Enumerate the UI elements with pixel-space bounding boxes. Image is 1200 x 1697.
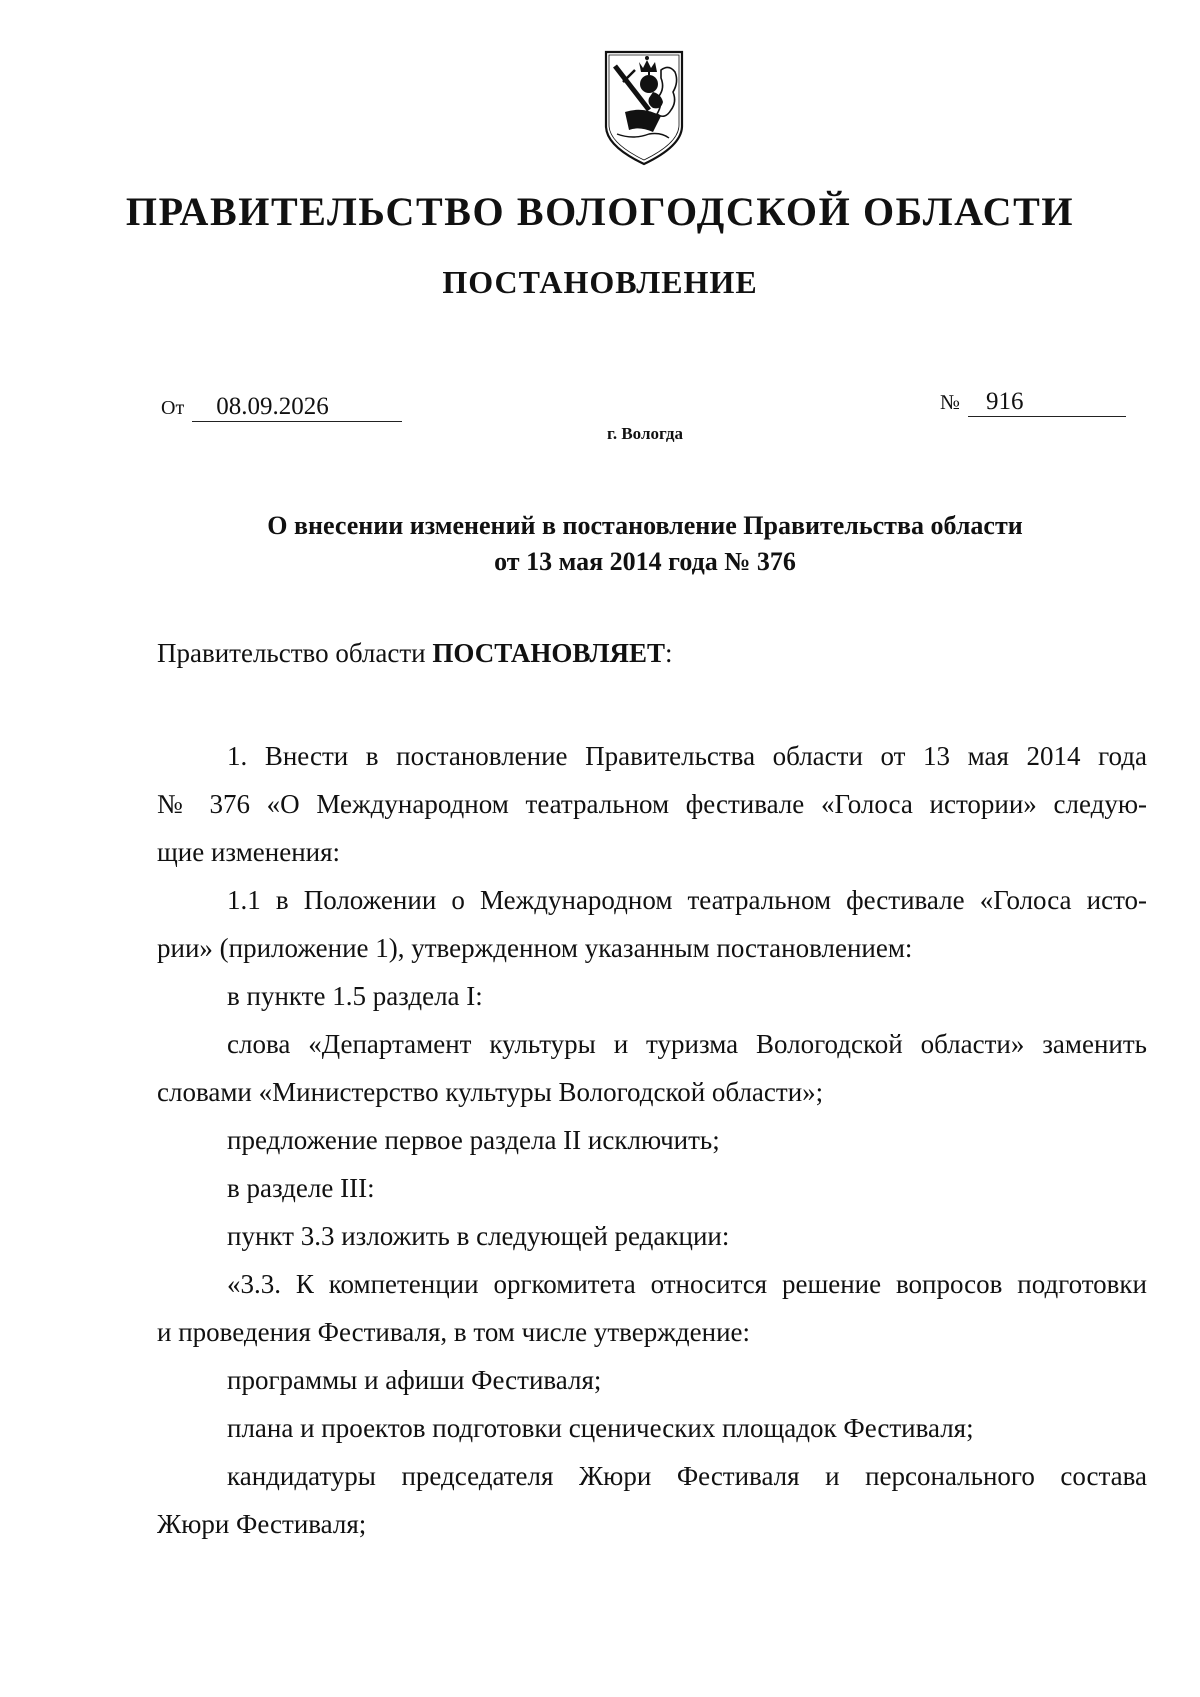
paragraph-line: щие изменения: bbox=[157, 837, 341, 867]
city: г. Вологда bbox=[607, 424, 683, 443]
paragraph-line: 1. Внести в постановление Правительства области от 13 мая 2014 года bbox=[227, 741, 1147, 771]
resolve-tail: : bbox=[664, 638, 673, 668]
document-body bbox=[157, 732, 1147, 1548]
paragraph-line: кандидатуры председателя Жюри Фестиваля и персонального состава bbox=[227, 1461, 1147, 1491]
paragraph-line: и проведения Фестиваля, в том числе утверждение: bbox=[157, 1317, 750, 1347]
paragraph-line: пункт 3.3 изложить в следующей редакции: bbox=[227, 1221, 730, 1251]
paragraph-line: в пункте 1.5 раздела I: bbox=[227, 981, 483, 1011]
paragraph-line: «3.3. К компетенции оргкомитета относится решение вопросов подготовки bbox=[227, 1269, 1147, 1299]
paragraph-line: слова «Департамент культуры и туризма Вологодской области» заменить bbox=[227, 1029, 1147, 1059]
paragraph-line: 1.1 в Положении о Международном театральном фестивале «Голоса исто- bbox=[227, 885, 1147, 915]
paragraph-line: словами «Министерство культуры Вологодской области»; bbox=[157, 1077, 824, 1107]
document-date bbox=[161, 393, 402, 422]
paragraph-line: рии» (приложение 1), утвержденном указанным постановлением: bbox=[157, 933, 913, 963]
number-value: 916 bbox=[968, 388, 1126, 417]
paragraph-line: Жюри Фестиваля; bbox=[157, 1509, 367, 1539]
date-value: 08.09.2026 bbox=[192, 393, 402, 422]
document-subject bbox=[0, 508, 1200, 580]
paragraph-line: № 376 «О Международном театральном фестивале «Голоса истории» следую- bbox=[157, 789, 1147, 819]
document-number bbox=[940, 388, 1126, 417]
date-prefix: От bbox=[161, 397, 185, 419]
resolve-lead: Правительство области bbox=[157, 638, 433, 668]
subject-line: от 13 мая 2014 года № 376 bbox=[494, 547, 796, 576]
paragraph-line: предложение первое раздела II исключить; bbox=[227, 1125, 720, 1155]
paragraph-line: в разделе III: bbox=[227, 1173, 375, 1203]
resolve-keyword: ПОСТАНОВЛЯЕТ bbox=[432, 638, 665, 668]
organization-title: ПРАВИТЕЛЬСТВО ВОЛОГОДСКОЙ ОБЛАСТИ bbox=[125, 189, 1075, 234]
paragraph-line: плана и проектов подготовки сценических площадок Фестиваля; bbox=[227, 1413, 974, 1443]
document-type: ПОСТАНОВЛЕНИЕ bbox=[442, 264, 758, 300]
paragraph-line: программы и афиши Фестиваля; bbox=[227, 1365, 602, 1395]
number-prefix: № bbox=[940, 390, 961, 414]
subject-line: О внесении изменений в постановление Правительства области bbox=[267, 511, 1023, 540]
coat-of-arms-icon bbox=[603, 48, 685, 166]
resolving-clause bbox=[157, 638, 673, 669]
